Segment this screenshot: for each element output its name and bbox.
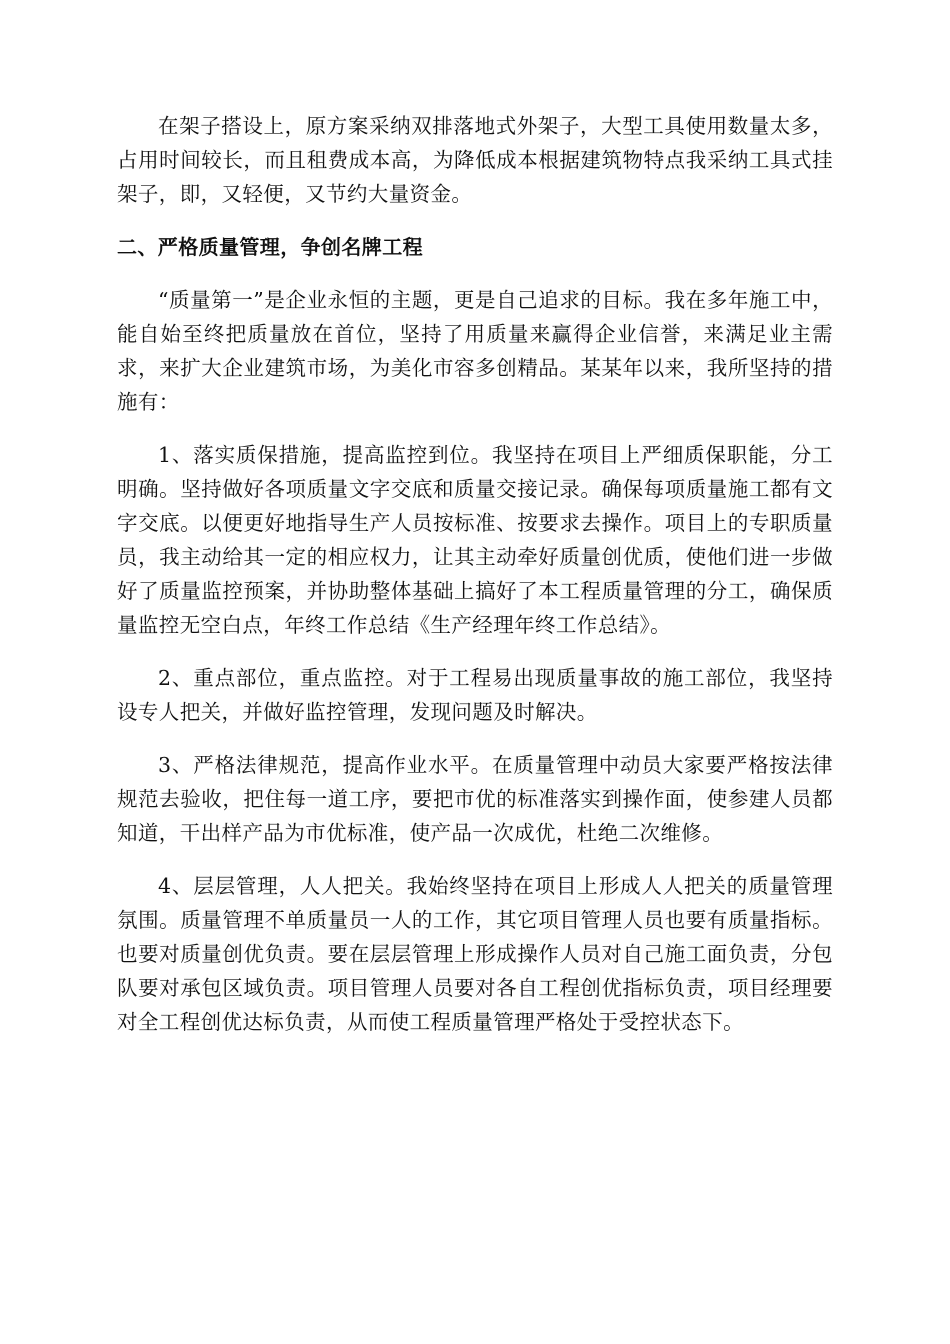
measure-paragraph-4: 4、层层管理，人人把关。我始终坚持在项目上形成人人把关的质量管理氛围。质量管理不单质量员一人的工作，其它项目管理人员也要有质量指标。也要对质量创优负责。要在层层管理上形成操作人员对自己施工面负责，分包队要对承包区域负责。项目管理人员要对各自工程创优指标负责，项目经理要对全工程创优达标负责，从而使工程质量管理严格处于受控状态下。 bbox=[117, 874, 833, 1034]
section-heading: 二、严格质量管理，争创名牌工程 bbox=[117, 235, 423, 259]
intro-paragraph: 在架子搭设上，原方案采纳双排落地式外架子，大型工具使用数量太多，占用时间较长，而且租费成本高，为降低成本根据建筑物特点我采纳工具式挂架子，即，又轻便，又节约大量资金。 bbox=[117, 114, 833, 206]
section-intro-paragraph: “质量第一”是企业永恒的主题，更是自己追求的目标。我在多年施工中，能自始至终把质量放在首位，坚持了用质量来赢得企业信誉，来满足业主需求，来扩大企业建筑市场，为美化市容多创精品。某某年以来，我所坚持的措施有： bbox=[117, 288, 833, 414]
measure-paragraph-1: 1、落实质保措施，提高监控到位。我坚持在项目上严细质保职能，分工明确。坚持做好各项质量文字交底和质量交接记录。确保每项质量施工都有文字交底。以便更好地指导生产人员按标准、按要求去操作。项目上的专职质量员，我主动给其一定的相应权力，让其主动牵好质量创优质，使他们进一步做好了质量监控预案，并协助整体基础上搞好了本工程质量管理的分工，确保质量监控无空白点，年终工作总结《生产经理年终工作总结》。 bbox=[117, 443, 833, 637]
document-page bbox=[117, 109, 833, 1058]
measure-paragraph-2: 2、重点部位，重点监控。对于工程易出现质量事故的施工部位，我坚持设专人把关，并做好监控管理，发现问题及时解决。 bbox=[117, 666, 833, 724]
measure-paragraph-3: 3、严格法律规范，提高作业水平。在质量管理中动员大家要严格按法律规范去验收，把住每一道工序，要把市优的标准落实到操作面，使参建人员都知道，干出样产品为市优标准，使产品一次成优，杜绝二次维修。 bbox=[117, 753, 833, 845]
